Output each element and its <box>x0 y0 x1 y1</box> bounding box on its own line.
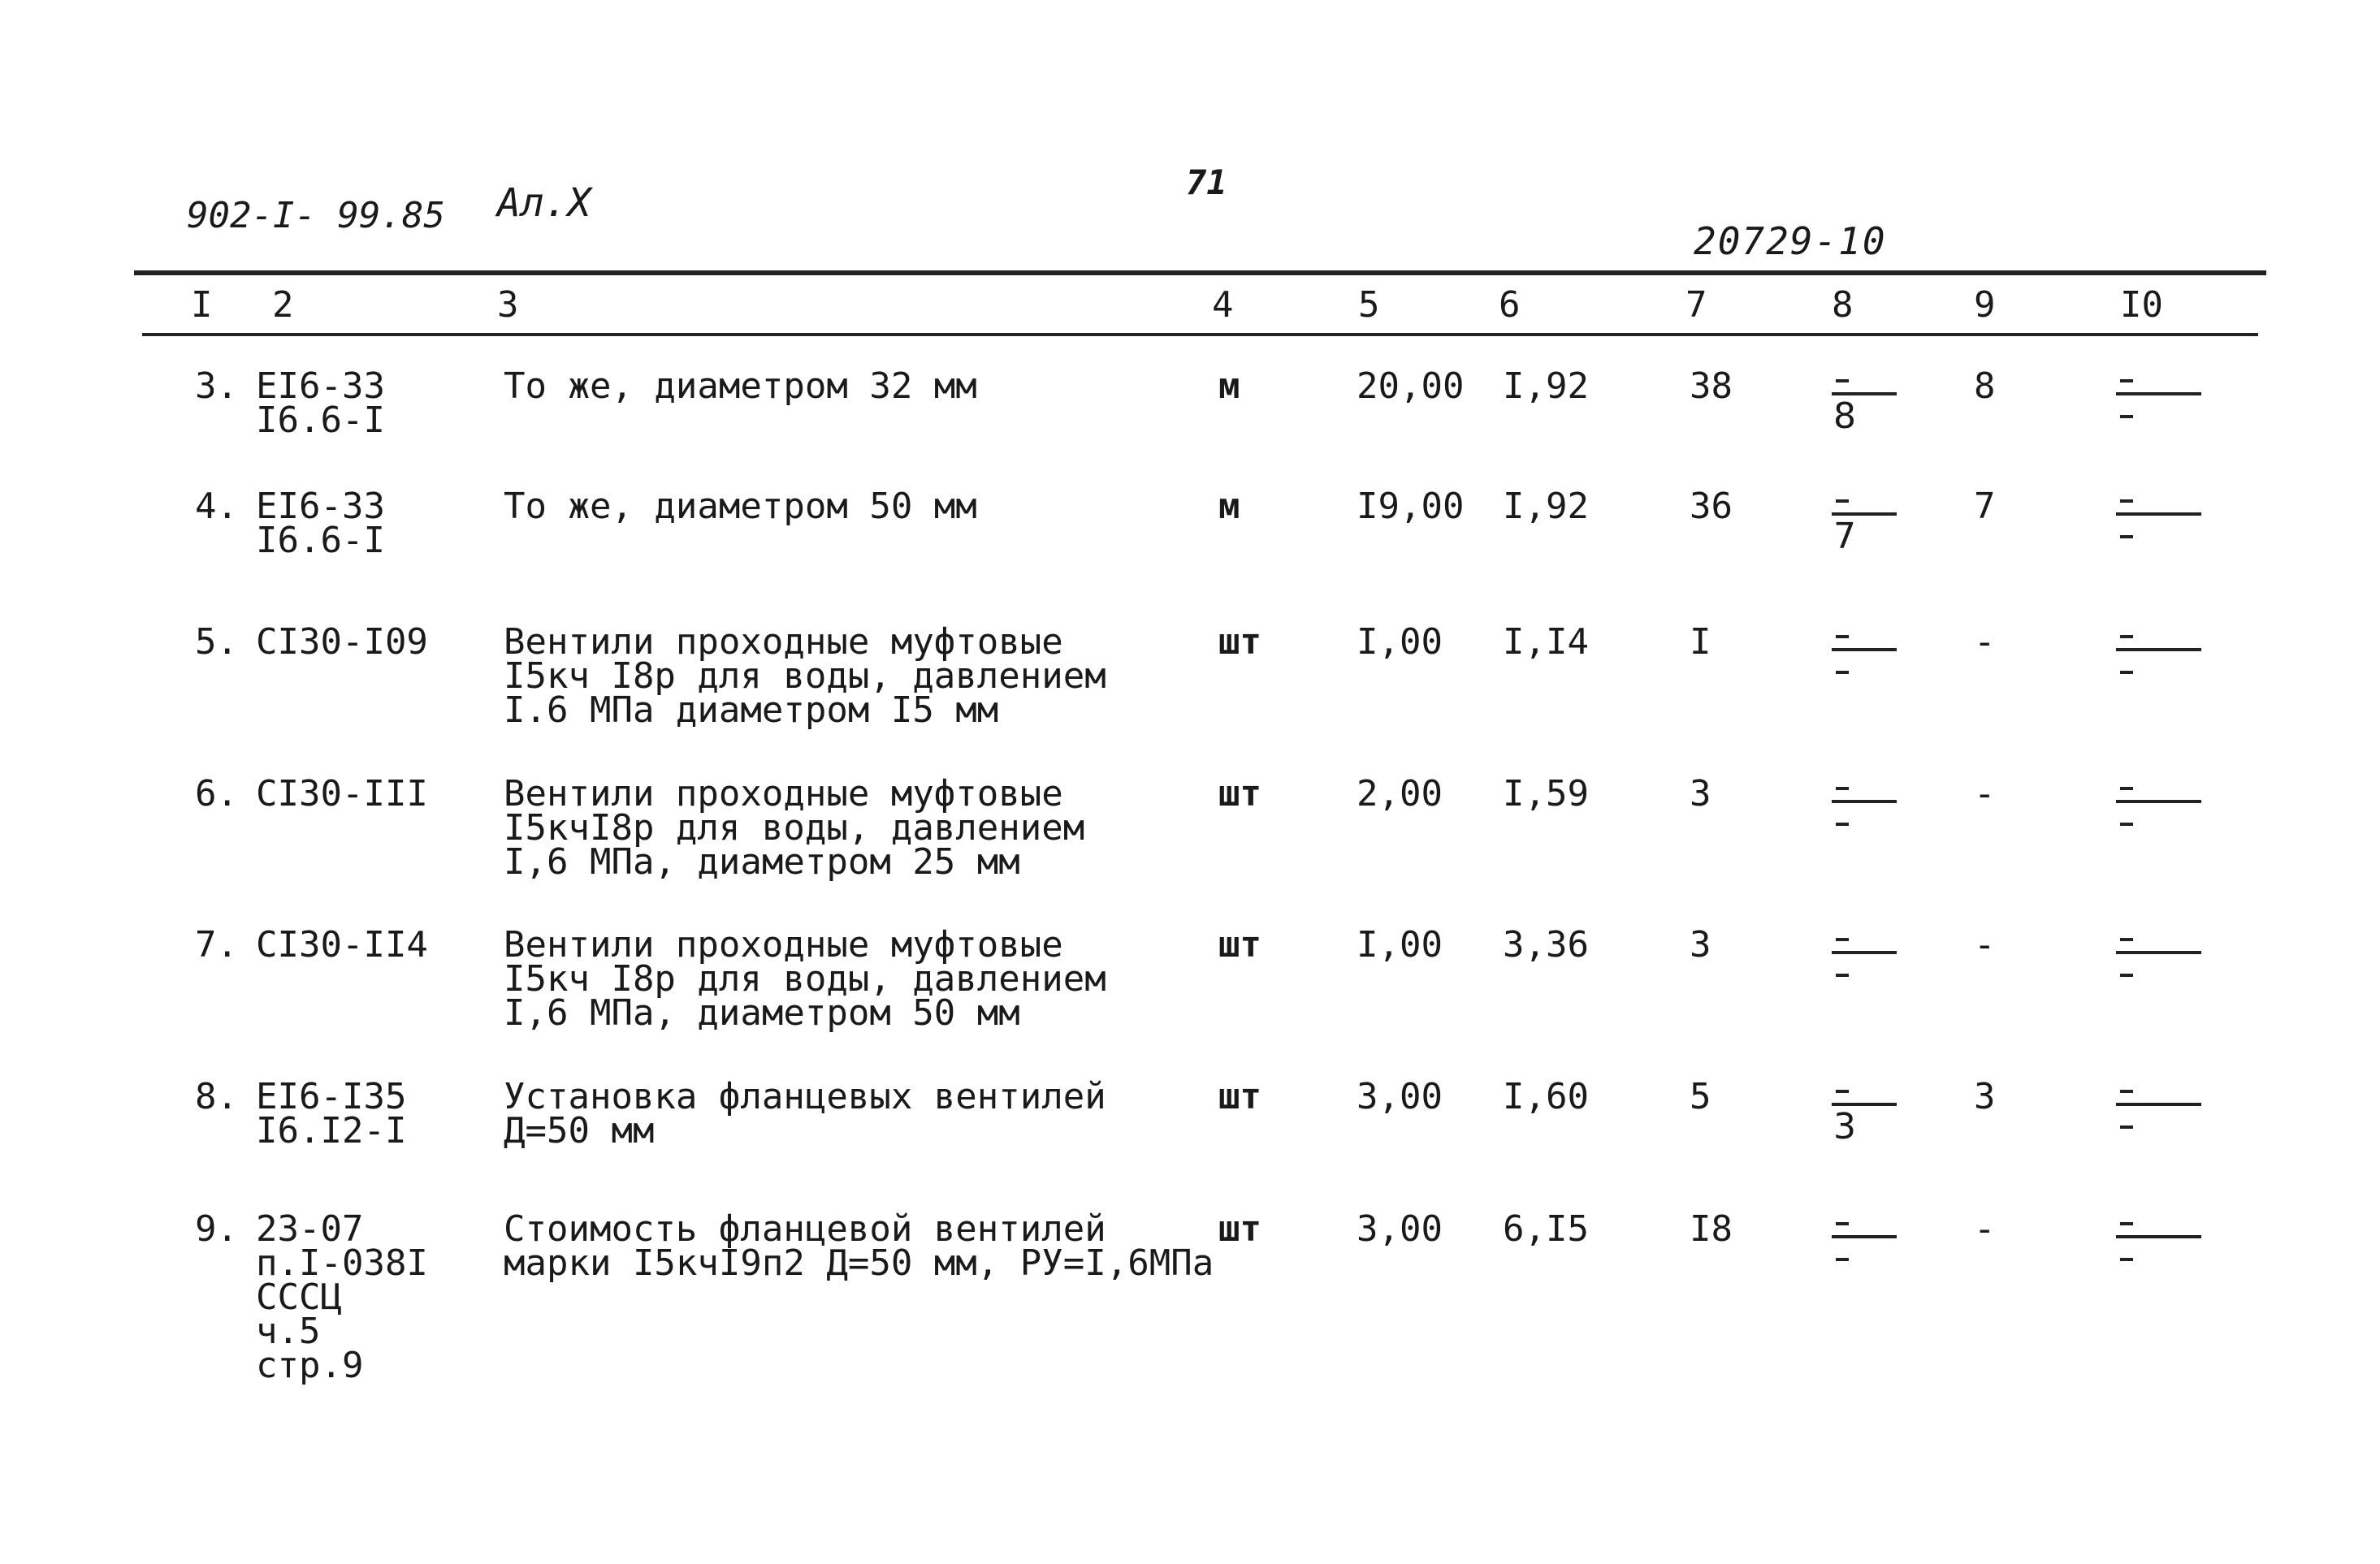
column-header-8: 8 <box>1832 284 1854 326</box>
column-header-6: 6 <box>1499 284 1521 326</box>
unit: шт <box>1218 1208 1261 1250</box>
table-top-rule <box>134 270 2266 275</box>
work-description: Вентили проходные муфтовые I5кч I8р для воды, давлением I.6 МПа диаметром I5 мм <box>504 621 1106 731</box>
quantity: I,00 <box>1357 924 1443 966</box>
work-description: Установка фланцевых вентилей Д=50 мм <box>504 1076 1106 1151</box>
rate-code: 23-07 п.I-038I СССЦ ч.5 стр.9 <box>256 1208 428 1386</box>
col10-fraction <box>2116 369 2205 443</box>
col8-fraction <box>1832 490 1913 563</box>
archive-number: 20729-10 <box>1694 219 1887 263</box>
rate-code: CI30-I09 <box>256 621 428 663</box>
col9-value: - <box>1974 773 1996 814</box>
col8-fraction <box>1832 369 1913 443</box>
column-header-rule <box>142 333 2258 336</box>
col9-value: - <box>1974 1208 1996 1250</box>
column-header-5: 5 <box>1358 284 1380 326</box>
work-description: Вентили проходные муфтовые I5кч I8р для воды, давлением I,6 МПа, диаметром 50 мм <box>504 924 1106 1034</box>
col8-value: 7 <box>1833 516 1856 557</box>
unit-price: 3,36 <box>1503 924 1589 966</box>
work-description: То же, диаметром 50 мм <box>504 486 977 527</box>
unit-price: I,59 <box>1503 773 1589 814</box>
unit-price: I,60 <box>1503 1076 1589 1117</box>
row-number: 7. <box>195 924 238 966</box>
quantity: I,00 <box>1357 621 1443 663</box>
rate-code: CI30-III <box>256 773 428 814</box>
total-cost: 3 <box>1690 924 1711 966</box>
rate-code: CI30-II4 <box>256 924 428 966</box>
quantity: 3,00 <box>1357 1076 1443 1117</box>
column-header-7: 7 <box>1685 284 1707 326</box>
quantity: I9,00 <box>1357 486 1465 527</box>
total-cost: I8 <box>1690 1208 1733 1250</box>
rate-code: EI6-I35 I6.I2-I <box>256 1076 407 1151</box>
row-number: 9. <box>195 1208 238 1250</box>
table-row <box>0 924 2380 1074</box>
row-number: 6. <box>195 773 238 814</box>
col10-fraction <box>2116 625 2205 698</box>
col8-value: 3 <box>1833 1106 1856 1147</box>
total-cost: I <box>1690 621 1711 663</box>
col8-fraction <box>1832 625 1913 698</box>
col8-fraction <box>1832 1080 1913 1153</box>
row-number: 4. <box>195 486 238 527</box>
unit-price: I,92 <box>1503 365 1589 407</box>
row-number: 3. <box>195 365 238 407</box>
table-row <box>0 621 2380 771</box>
col8-fraction <box>1832 777 1913 850</box>
total-cost: 3 <box>1690 773 1711 814</box>
col9-value: - <box>1974 924 1996 966</box>
table-row <box>0 486 2380 636</box>
col8-value: 8 <box>1833 395 1856 437</box>
col8-fraction <box>1832 928 1913 1001</box>
document-code: 902-I- 99.85 <box>187 195 445 236</box>
unit: м <box>1218 365 1240 407</box>
unit: м <box>1218 486 1240 527</box>
col9-value: 3 <box>1974 1076 1996 1117</box>
sheet-reference: Ал.Х <box>497 180 591 226</box>
total-cost: 36 <box>1690 486 1733 527</box>
work-description: Вентили проходные муфтовые I5кчI8р для воды, давлением I,6 МПа, диаметром 25 мм <box>504 773 1085 883</box>
total-cost: 38 <box>1690 365 1733 407</box>
column-header-4: 4 <box>1212 284 1234 326</box>
col9-value: 7 <box>1974 486 1996 527</box>
column-header-10: I0 <box>2120 284 2163 326</box>
unit-price: I,I4 <box>1503 621 1589 663</box>
quantity: 3,00 <box>1357 1208 1443 1250</box>
col10-fraction <box>2116 777 2205 850</box>
col10-fraction <box>2116 928 2205 1001</box>
unit: шт <box>1218 1076 1261 1117</box>
unit: шт <box>1218 773 1261 814</box>
col10-fraction <box>2116 1212 2205 1285</box>
quantity: 2,00 <box>1357 773 1443 814</box>
unit: шт <box>1218 621 1261 663</box>
table-row <box>0 773 2380 923</box>
rate-code: EI6-33 I6.6-I <box>256 365 385 441</box>
row-number: 8. <box>195 1076 238 1117</box>
quantity: 20,00 <box>1357 365 1465 407</box>
unit-price: I,92 <box>1503 486 1589 527</box>
unit: шт <box>1218 924 1261 966</box>
table-row <box>0 1208 2380 1424</box>
column-header-1: I <box>191 284 213 326</box>
column-header-2: 2 <box>272 284 294 326</box>
rate-code: EI6-33 I6.6-I <box>256 486 385 561</box>
page-number: 71 <box>1186 162 1227 202</box>
col8-fraction <box>1832 1212 1913 1285</box>
column-header-3: 3 <box>497 284 519 326</box>
col10-fraction <box>2116 490 2205 563</box>
work-description: То же, диаметром 32 мм <box>504 365 977 407</box>
table-row <box>0 1076 2380 1226</box>
col10-fraction <box>2116 1080 2205 1153</box>
work-description: Стоимость фланцевой вентилей марки I5кчI9п2 Д=50 мм, РУ=I,6МПа <box>504 1208 1214 1284</box>
row-number: 5. <box>195 621 238 663</box>
unit-price: 6,I5 <box>1503 1208 1589 1250</box>
total-cost: 5 <box>1690 1076 1711 1117</box>
col9-value: - <box>1974 621 1996 663</box>
col9-value: 8 <box>1974 365 1996 407</box>
column-header-9: 9 <box>1974 284 1996 326</box>
